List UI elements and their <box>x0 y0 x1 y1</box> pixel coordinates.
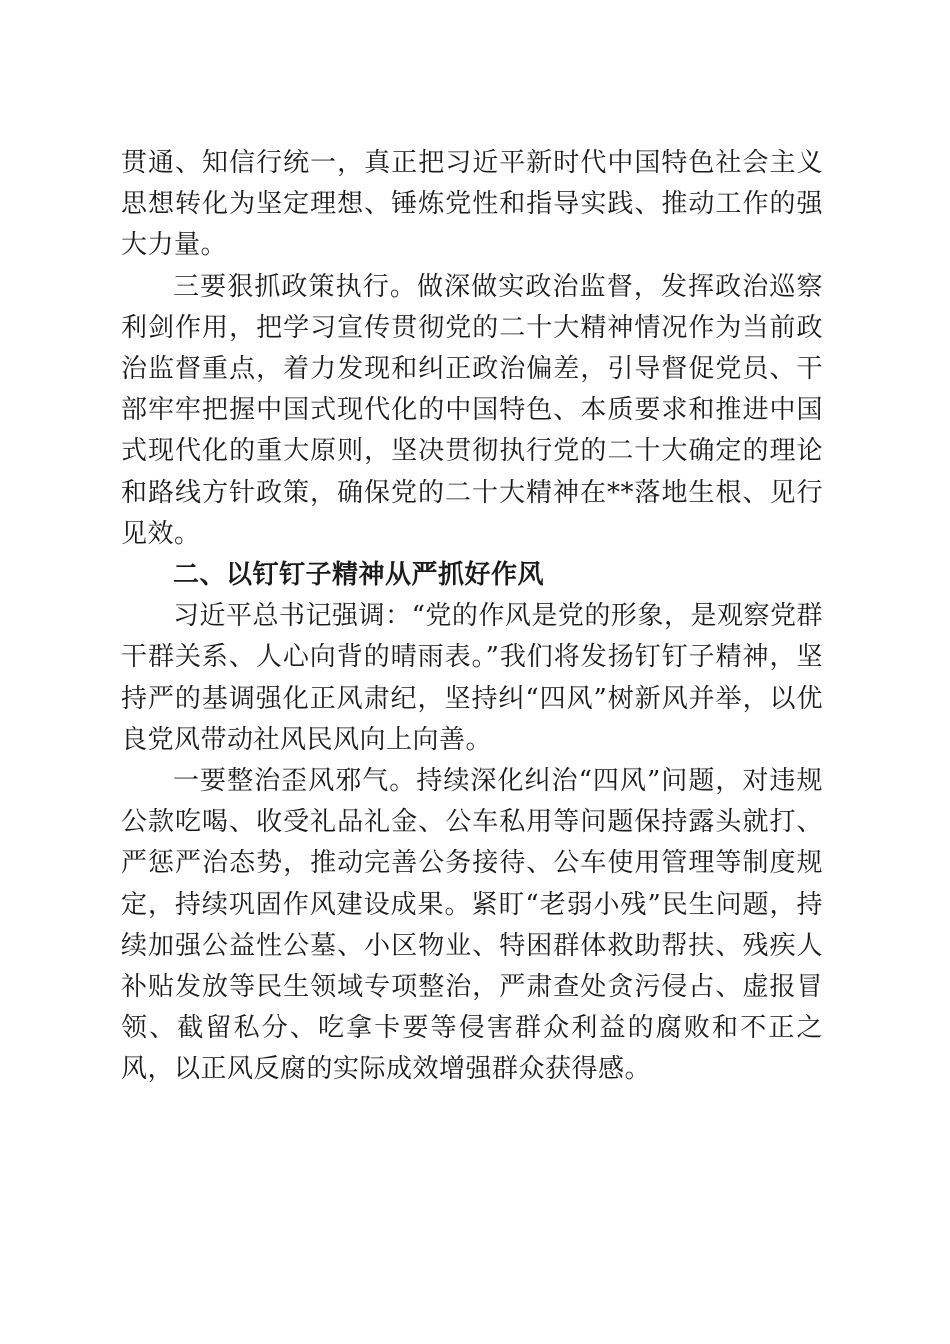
paragraph-xi-quote: 习近平总书记强调：“党的作风是党的形象，是观察党群干群关系、人心向背的晴雨表。”我们将发扬钉钉子精神，坚持严的基调强化正风肃纪，坚持纠“四风”树新风并举，以优良党风带动社风民风向上向善。 <box>121 601 823 755</box>
document-body <box>121 143 823 1091</box>
paragraph-rectify-unhealthy-trends: 一要整治歪风邪气。持续深化纠治“四风”问题，对违规公款吃喝、收受礼品礼金、公车私用等问题保持露头就打、严惩严治态势，推动完善公务接待、公车使用管理等制度规定，持续巩固作风建设成果。紧盯“老弱小残”民生问题，持续加强公益性公墓、小区物业、特困群体救助帮扶、残疾人补贴发放等民生领域专项整治，严肃查处贪污侵占、虚报冒领、截留私分、吃拿卡要等侵害群众利益的腐败和不正之风，以正风反腐的实际成效增强群众获得感。 <box>121 766 823 1085</box>
paragraph-policy-execution: 三要狠抓政策执行。做深做实政治监督，发挥政治巡察利剑作用，把学习宣传贯彻党的二十大精神情况作为当前政治监督重点，着力发现和纠正政治偏差，引导督促党员、干部牢牢把握中国式现代化的中国特色、本质要求和推进中国式现代化的重大原则，坚决贯彻执行党的二十大确定的理论和路线方针政策，确保党的二十大精神在**落地生根、见行见效。 <box>121 271 823 549</box>
paragraph-continuation: 贯通、知信行统一，真正把习近平新时代中国特色社会主义思想转化为坚定理想、锤炼党性和指导实践、推动工作的强大力量。 <box>121 148 823 261</box>
section-heading-work-style: 二、以钉钉子精神从严抓好作风 <box>173 560 545 591</box>
